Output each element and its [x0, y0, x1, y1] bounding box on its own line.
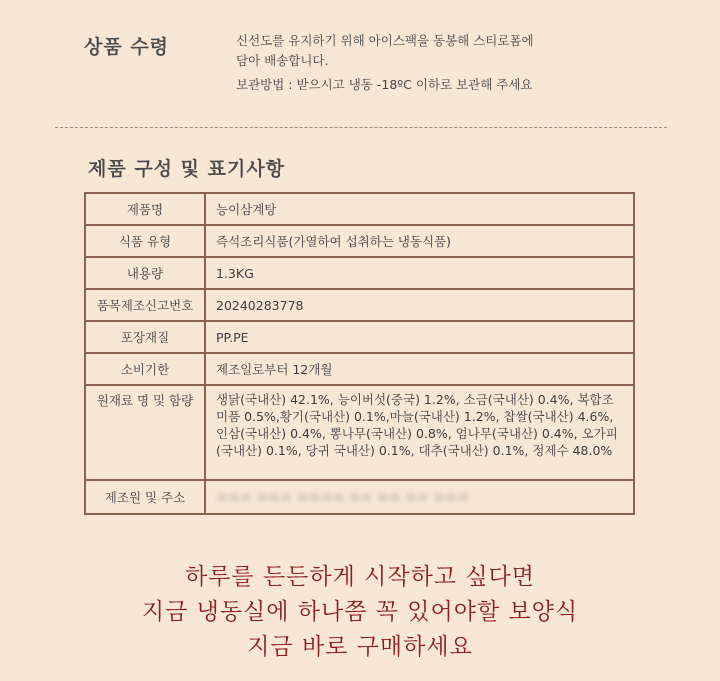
- table-row: [85, 289, 634, 321]
- row-value: 즉석조리식품(가열하여 섭취하는 냉동식품): [205, 225, 634, 257]
- promo-text: [0, 560, 720, 665]
- receipt-title: 상품 수령: [84, 36, 170, 58]
- receipt-description: [236, 31, 596, 95]
- row-value: 1.3KG: [205, 257, 634, 289]
- table-row: [85, 225, 634, 257]
- section-title: 제품 구성 및 표기사항: [88, 158, 286, 180]
- promo-line-3: 지금 바로 구매하세요: [247, 634, 473, 660]
- promo-line-1: 하루를 든든하게 시작하고 싶다면: [185, 564, 535, 590]
- blurred-address-text: ㅇㅇㅇ ㅇㅇㅇ ㅇㅇㅇㅇ ㅇㅇ ㅇㅇ ㅇㅇ ㅇㅇㅇ: [216, 490, 470, 505]
- table-row: [85, 353, 634, 385]
- table-row: [85, 257, 634, 289]
- address-value-blurred: [205, 480, 634, 514]
- table-row: [85, 321, 634, 353]
- address-label: 제조원 및 주소: [85, 480, 205, 514]
- receipt-line-1: 신선도를 유지하기 위해 아이스팩을 동봉해 스티로폼에: [236, 33, 534, 48]
- row-label: 포장재질: [85, 321, 205, 353]
- row-label: 품목제조신고번호: [85, 289, 205, 321]
- dashed-divider: [55, 127, 667, 128]
- row-label: 내용량: [85, 257, 205, 289]
- row-label: 소비기한: [85, 353, 205, 385]
- row-value: PP.PE: [205, 321, 634, 353]
- promo-line-2: 지금 냉동실에 하나쯤 꼭 있어야할 보양식: [141, 599, 579, 625]
- table-row-address: [85, 480, 634, 514]
- receipt-line-2: 담아 배송합니다.: [236, 53, 329, 68]
- row-value: 능이삼계탕: [205, 193, 634, 225]
- row-value: 제조일로부터 12개월: [205, 353, 634, 385]
- table-row: [85, 193, 634, 225]
- ingredients-value: 생닭(국내산) 42.1%, 능이버섯(중국) 1.2%, 소금(국내산) 0.4%, 복합조미품 0.5%,황기(국내산) 0.1%,마늘(국내산) 1.2%, 찹쌀(국내산) 4.6%, 인삼(국내산) 0.4%, 뽕나무(국내산) 0.8%, 엄나무(국내산) 0.4%, 오가피(국내산) 0.1%, 당귀 국내산) 0.1%, 대추(국내산) 0.1%, 정제수 48.0%: [205, 385, 634, 480]
- row-label: 제품명: [85, 193, 205, 225]
- storage-instructions: 보관방법 : 받으시고 냉동 -18ºC 이하로 보관해 주세요: [236, 77, 533, 92]
- row-value: 20240283778: [205, 289, 634, 321]
- product-info-table: [84, 192, 635, 515]
- row-label: 식품 유형: [85, 225, 205, 257]
- table-row-ingredients: [85, 385, 634, 480]
- ingredients-label: 원재료 명 및 함량: [85, 385, 205, 480]
